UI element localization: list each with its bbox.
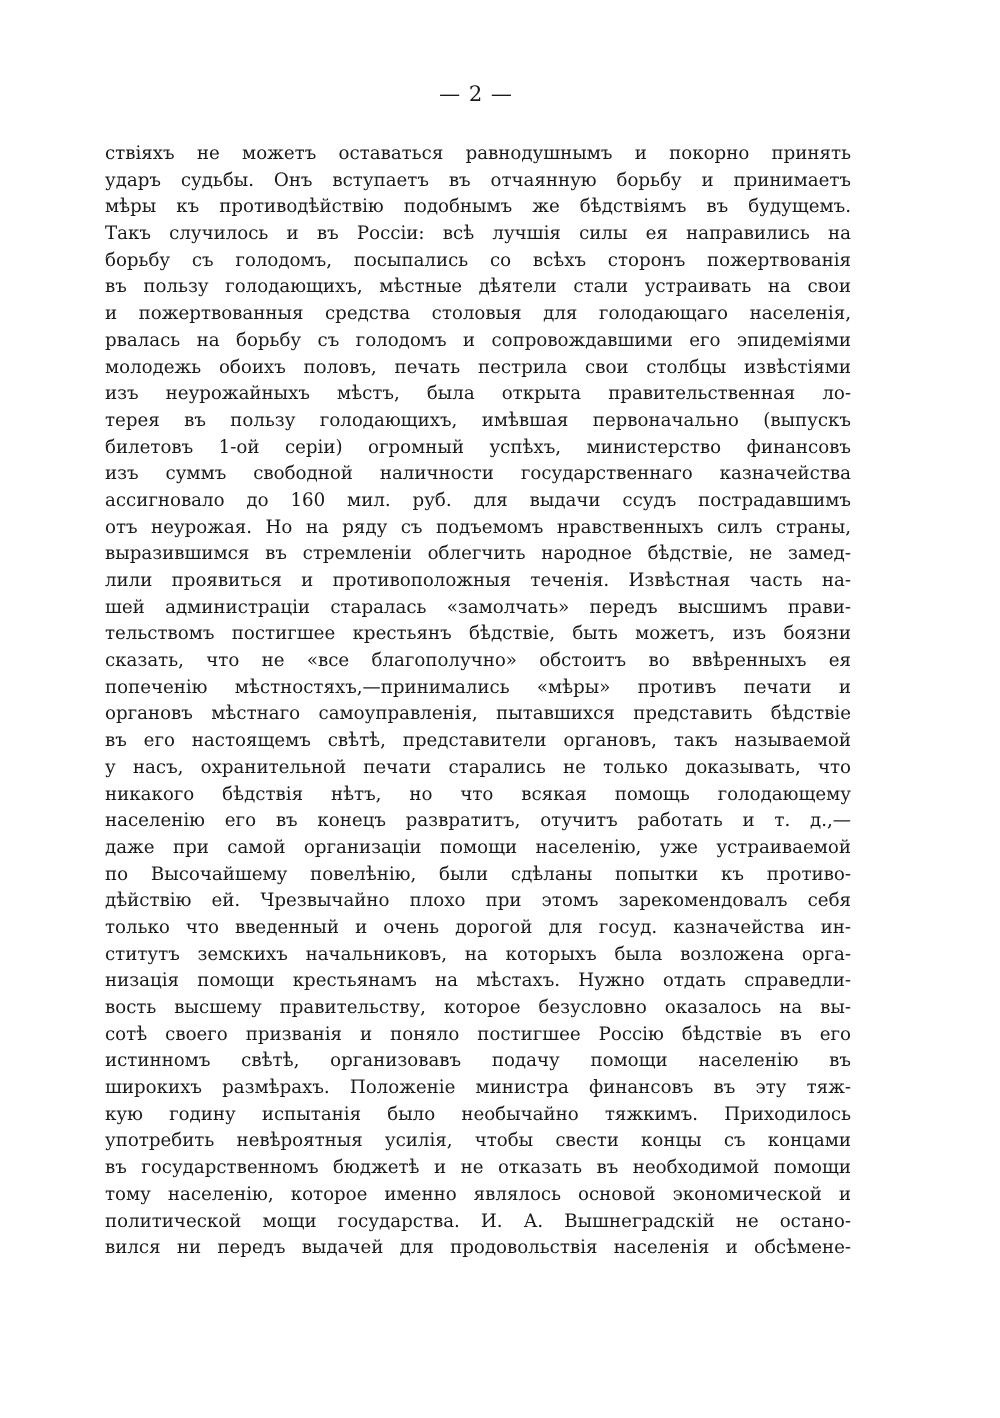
text-line: даже при самой организаціи помощи населенію, уже устраиваемой [105,836,851,858]
text-line: ударъ судьбы. Онъ вступаетъ въ отчаянную борьбу и принимаетъ [105,169,851,191]
text-line: широкихъ размѣрахъ. Положеніе министра финансовъ въ эту тяж- [105,1077,851,1099]
text-line: билетовъ 1-ой серіи) огромный успѣхъ, министерство финансовъ [105,436,851,458]
text-line: отъ неурожая. Но на ряду съ подъемомъ нравственныхъ силъ страны, [105,516,851,538]
text-line: низація помощи крестьянамъ на мѣстахъ. Нужно отдать справедли- [105,970,851,992]
text-line: дѣйствію ей. Чрезвычайно плохо при этомъ зарекомендовалъ себя [105,890,851,912]
text-line: шей администраціи старалась «замолчать» передъ высшимъ прави- [105,596,851,618]
text-line: населенію его въ конецъ развратитъ, отучитъ работать и т. д.,— [105,810,851,832]
text-line: никакого бѣдствія нѣтъ, но что всякая помощь голодающему [105,783,851,805]
text-line: употребить невѣроятныя усилія, чтобы свести концы съ концами [105,1130,851,1152]
text-line: вился ни передъ выдачей для продовольствія населенія и обсѣмене- [105,1237,851,1259]
text-line: кую годину испытанія было необычайно тяжкимъ. Приходилось [105,1103,851,1125]
text-line: терея въ пользу голодающихъ, имѣвшая первоначально (выпускъ [105,409,851,431]
text-line: и пожертвованныя средства столовыя для голодающаго населенія, [105,303,851,325]
text-line: сказать, что не «все благополучно» обстоитъ во ввѣренныхъ ея [105,650,851,672]
text-line: борьбу съ голодомъ, посыпались со всѣхъ сторонъ пожертвованія [105,249,851,271]
text-line: политической мощи государства. И. А. Вышнеградскій не остано- [105,1210,851,1232]
text-line: у насъ, охранительной печати старались не только доказывать, что [105,756,851,778]
text-line: органовъ мѣстнаго самоуправленія, пытавшихся представить бѣдствіе [105,703,851,725]
text-line: ассигновало до 160 мил. руб. для выдачи ссудъ пострадавшимъ [105,489,851,511]
text-line: Такъ случилось и въ Россіи: всѣ лучшія силы ея направились на [105,223,851,245]
text-line: выразившимся въ стремленіи облегчить народное бѣдствіе, не замед- [105,543,851,565]
text-line: только что введенный и очень дорогой для госуд. казначейства ин- [105,916,851,938]
text-line: тельствомъ постигшее крестьянъ бѣдствіе, быть можетъ, изъ боязни [105,623,851,645]
body-text [105,141,851,1262]
page-number: — 2 — [439,82,513,106]
text-line: рвалась на борьбу съ голодомъ и сопровождавшими его эпидеміями [105,329,851,351]
text-line: вость высшему правительству, которое безусловно оказалось на вы- [105,997,851,1018]
text-line: въ государственномъ бюджетѣ и не отказать въ необходимой помощи [105,1157,851,1179]
text-line: мѣры къ противодѣйствію подобнымъ же бѣдствіямъ въ будущемъ. [105,196,851,218]
text-line: по Высочайшему повелѣнію, были сдѣланы попытки къ противо- [105,863,851,885]
text-line: истинномъ свѣтѣ, организовавъ подачу помощи населенію въ [105,1050,851,1072]
text-line: попеченію мѣстностяхъ,—принимались «мѣры» противъ печати и [105,676,851,698]
text-line: въ его настоящемъ свѣтѣ, представители органовъ, такъ называемой [105,730,851,752]
text-line: молодежь обоихъ половъ, печать пестрила свои столбцы извѣстіями [105,356,851,378]
text-line: тому населенію, которое именно являлось основой экономической и [105,1183,851,1205]
text-line: изъ суммъ свободной наличности государственнаго казначейства [105,463,851,485]
text-line: изъ неурожайныхъ мѣстъ, была открыта правительственная ло- [105,383,851,405]
text-line: ствіяхъ не можетъ оставаться равнодушнымъ и покорно принять [105,143,851,164]
text-line: въ пользу голодающихъ, мѣстные дѣятели стали устраивать на свои [105,276,851,298]
text-line: ститутъ земскихъ начальниковъ, на которыхъ была возложена орга- [105,943,851,965]
text-line: лили проявиться и противоположныя теченія. Извѣстная часть на- [105,570,851,591]
text-line: сотѣ своего призванія и поняло постигшее Россію бѣдствіе въ его [105,1023,851,1045]
